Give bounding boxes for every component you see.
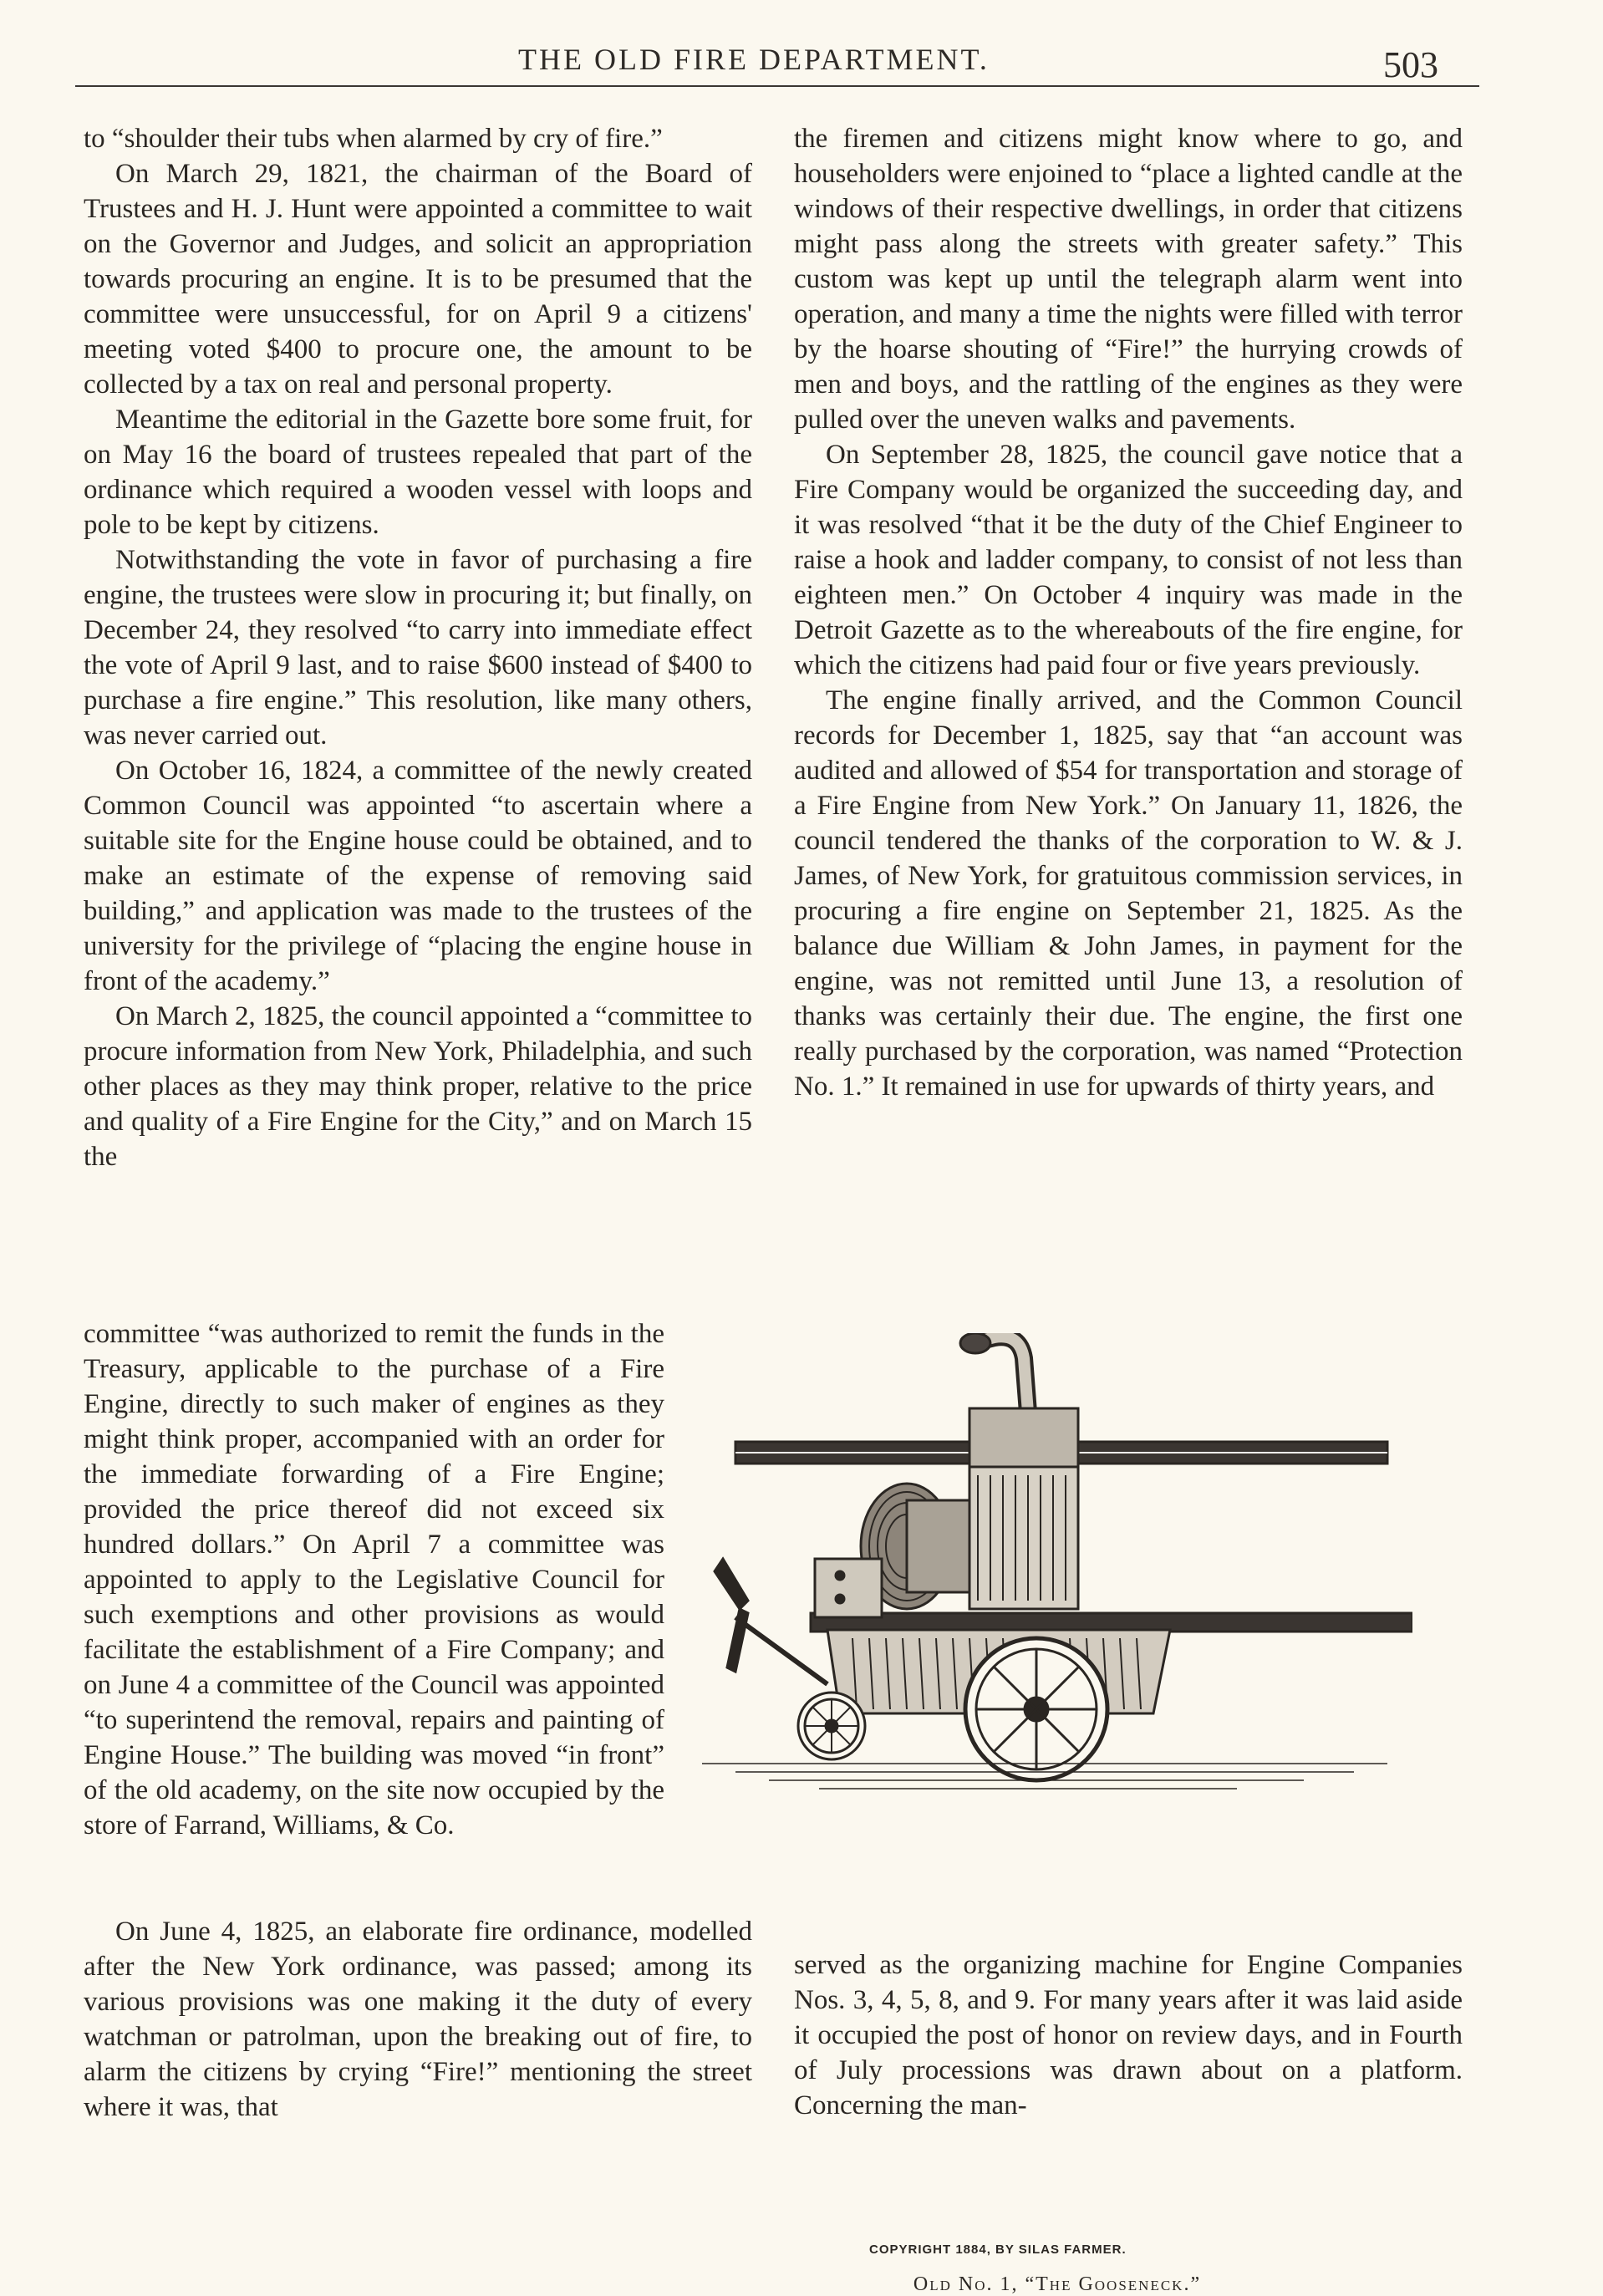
paragraph: On March 2, 1825, the council appointed a “committee to procure information from New York, Philadelphia, and such other places as they may think proper, relative to the price and quality of a Fire Engine for the City,” and on March 15 the: [84, 1001, 752, 1172]
figure-caption: Old No. 1, “The Gooseneck.”: [913, 2273, 1202, 2295]
paragraph: Notwithstanding the vote in favor of purchasing a fire engine, the trustees were slow in procuring it; but finally, on December 24, they resolved “to carry into immediate effect the vote of April 9 last, and to raise $600 instead of $400 to purchase a fire engine.” This resolution, like many others, was never carried out.: [84, 545, 752, 751]
paragraph: to “shoulder their tubs when alarmed by cry of fire.”: [84, 124, 663, 154]
paragraph: On September 28, 1825, the council gave notice that a Fire Company would be organized the succeeding day, and it was resolved “that it be the duty of the Chief Engineer to raise a hook and ladder company, to consist of not less than eighteen men.” On October 4 inquiry was made in the Detroit Gazette as to the whereabouts of the fire engine, for which the citizens had paid four or five years previously.: [794, 440, 1463, 680]
paragraph: Meantime the editorial in the Gazette bore some fruit, for on May 16 the board of trustees repealed that part of the ordinance which required a wooden vessel with loops and pole to be kept by citizens.: [84, 405, 752, 540]
illustration-credit: COPYRIGHT 1884, BY SILAS FARMER.: [869, 2243, 1127, 2257]
paragraph: On June 4, 1825, an elaborate fire ordinance, modelled after the New York ordinance, was passed; among its various provisions was one making it the duty of every watchman or patrolman, upon the breaking out of fire, to alarm the citizens by crying “Fire!” mentioning the street where it was, that: [84, 1917, 752, 2122]
left-column-bottom: [84, 1914, 752, 2125]
paragraph: The engine finally arrived, and the Common Council records for December 1, 1825, say that “an account was audited and allowed of $54 for transportation and storage of a Fire Engine from New York.” On January 11, 1826, the council tendered the thanks of the corporation to W. & J. James, of New York, for gratuitous commission services, in procuring a fire engine on September 21, 1825. As the balance due William & John James, in payment for the engine, was not remitted until June 13, a resolution of thanks was certainly their due. The engine, the first one really purchased by the corporation, was named “Protection No. 1.” It remained in use for upwards of thirty years, and: [794, 685, 1463, 1102]
paragraph: On March 29, 1821, the chairman of the Board of Trustees and H. J. Hunt were appointed a committee to wait on the Governor and Judges, and solicit an appropriation towards procuring an engine. It is to be presumed that the committee were unsuccessful, for on April 9 a citizens' meeting voted $400 to procure one, the amount to be collected by a tax on real and personal property.: [84, 159, 752, 400]
header-rule: [75, 85, 1479, 87]
right-column-bottom: [794, 1947, 1463, 2123]
paragraph: On October 16, 1824, a committee of the newly created Common Council was appointed “to ascertain where a suitable site for the Engine house could be obtained, and to make an estimate of the expense of removing said building,” and application was made to the trustees of the university for the privilege of “placing the engine house in front of the academy.”: [84, 756, 752, 996]
running-title: THE OLD FIRE DEPARTMENT.: [518, 43, 990, 76]
running-head: [0, 42, 1603, 84]
right-column-top: [794, 121, 1463, 1104]
left-column-top: [84, 121, 752, 1174]
left-column-beside-figure: [84, 1316, 664, 1843]
paragraph: the firemen and citizens might know where to go, and householders were enjoined to “place a lighted candle at the windows of their respective dwellings, in order that citizens might pass along the streets with greater safety.” This custom was kept up until the telegraph alarm went into operation, and many a time the nights were filled with terror by the hoarse shouting of “Fire!” the hurrying crowds of men and boys, and the rattling of the engines as they were pulled over the uneven walks and pavements.: [794, 124, 1463, 435]
paragraph: served as the organizing machine for Engine Companies Nos. 3, 4, 5, 8, and 9. For many years after it was laid aside it occupied the post of honor on review days, and in Fourth of July processions was drawn about on a platform. Concerning the man-: [794, 1950, 1463, 2120]
page-number: 503: [1383, 44, 1438, 85]
paragraph: committee “was authorized to remit the funds in the Treasury, applicable to the purchase of a Fire Engine, directly to such maker of engines as they might think proper, accompanied with an order for the immediate forwarding of a Fire Engine; provided the price thereof did not exceed six hundred dollars.” On April 7 a committee was appointed to apply to the Legislative Council for such exemptions and other provisions as would facilitate the establishment of a Fire Company; and on June 4 a committee of the Council was appointed “to superintend the removal, repairs and painting of Engine House.” The building was moved “in front” of the old academy, on the site now occupied by the store of Farrand, Williams, & Co.: [84, 1319, 664, 1840]
